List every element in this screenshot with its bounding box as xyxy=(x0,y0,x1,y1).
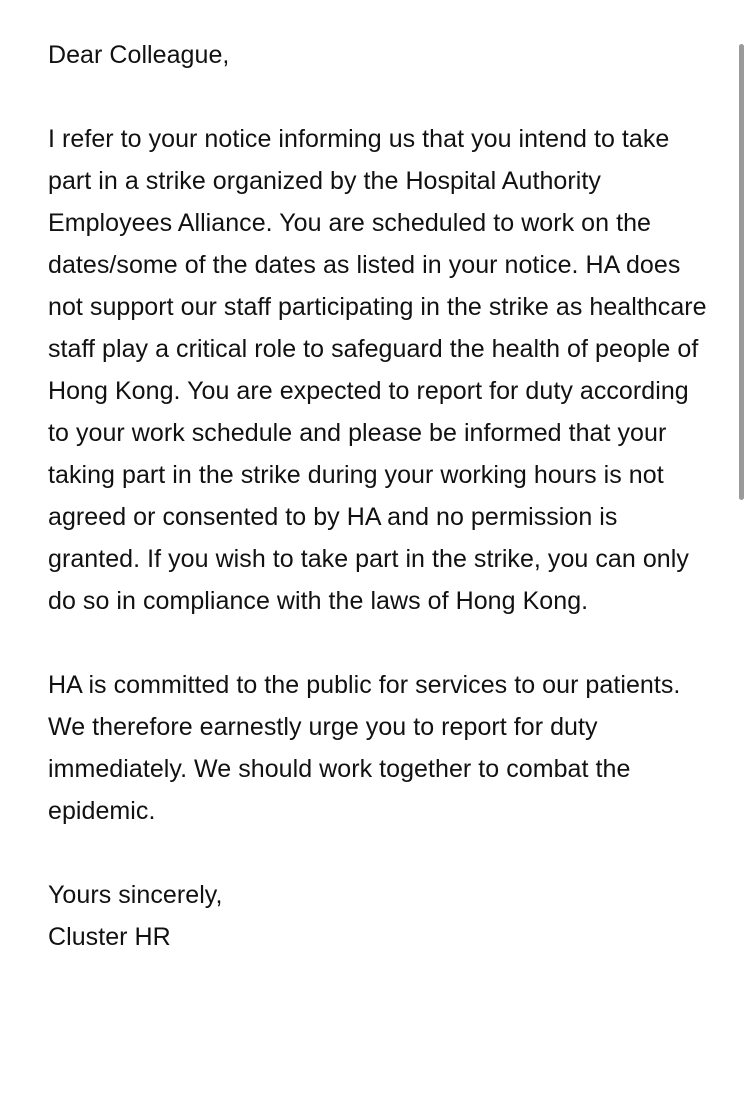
letter-greeting: Dear Colleague, xyxy=(48,41,230,69)
letter-paragraph-1: I refer to your notice informing us that you intend to take part in a strike organized by the Hospital Authority Employees Alliance. You are scheduled to work on the dates/some of the dates as listed in your notice. HA does not support our staff participating in the strike as healthcare staff play a critical role to safeguard the health of people of Hong Kong. You are expected to report for duty according to your work schedule and please be informed that your taking part in the strike during your working hours is not agreed or consented to by HA and no permission is granted. If you wish to take part in the strike, you can only do so in compliance with the laws of Hong Kong. xyxy=(48,125,707,615)
scrollbar-thumb[interactable] xyxy=(739,44,744,500)
scrollbar[interactable] xyxy=(734,0,748,1094)
letter-closing: Yours sincerely, xyxy=(48,881,223,909)
letter-body xyxy=(48,34,708,958)
letter-paragraph-2: HA is committed to the public for services to our patients. We therefore earnestly urge you to report for duty immediately. We should work together to combat the epidemic. xyxy=(48,671,681,825)
letter-signature: Cluster HR xyxy=(48,923,171,951)
